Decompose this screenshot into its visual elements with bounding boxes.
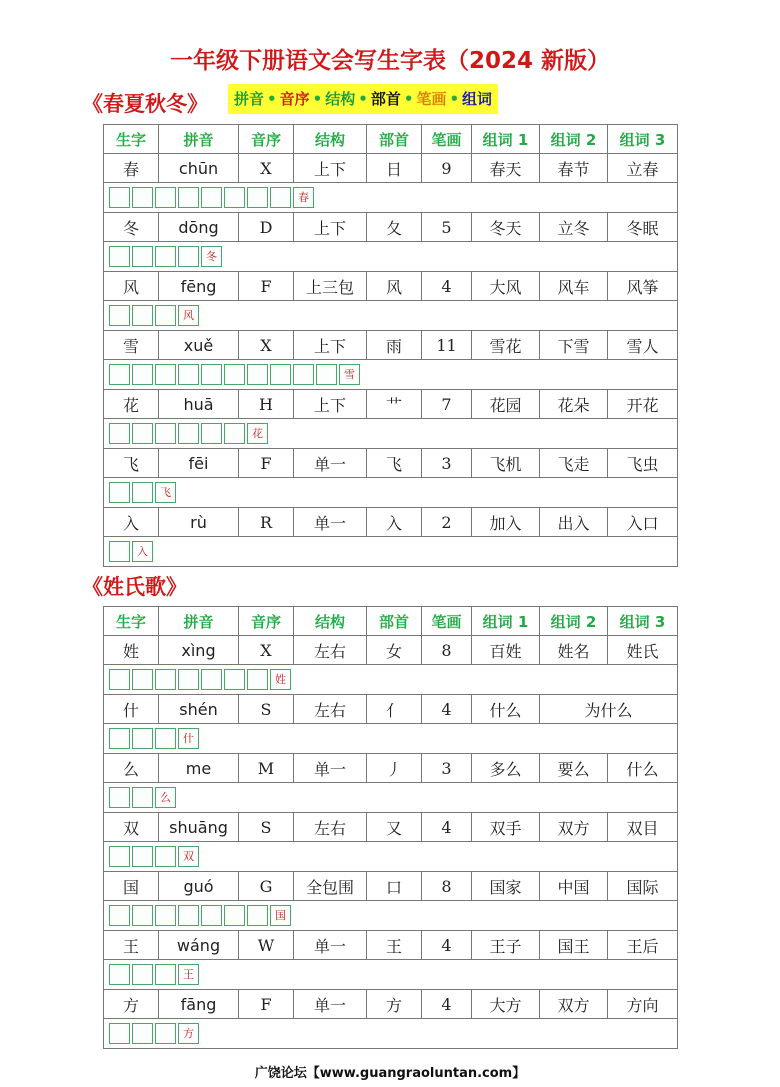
legend-separator: • (449, 90, 460, 108)
character-cell: 风 (104, 272, 159, 301)
stroke-step-box (109, 482, 130, 503)
stroke-count-cell: 4 (422, 990, 472, 1019)
initial-cell: S (239, 695, 294, 724)
radical-cell: 亻 (367, 695, 422, 724)
pinyin-cell: me (159, 754, 239, 783)
pinyin-cell: fēi (159, 449, 239, 478)
structure-cell: 单一 (294, 754, 367, 783)
stroke-step-box (109, 305, 130, 326)
word-cell: 春天 (472, 154, 540, 183)
character-cell: 飞 (104, 449, 159, 478)
stroke-step-box (155, 669, 176, 690)
stroke-step-box: 方 (178, 1023, 199, 1044)
stroke-step-box (155, 964, 176, 985)
stroke-step-box: 风 (178, 305, 199, 326)
radical-cell: 日 (367, 154, 422, 183)
word-cell: 春节 (540, 154, 608, 183)
stroke-step-box (132, 846, 153, 867)
stroke-order-cell (104, 724, 678, 754)
stroke-step-box (270, 364, 291, 385)
stroke-order-row (104, 537, 678, 567)
pinyin-cell: rù (159, 508, 239, 537)
stroke-order-cell (104, 419, 678, 449)
initial-cell: R (239, 508, 294, 537)
structure-cell: 单一 (294, 508, 367, 537)
stroke-order-cell (104, 478, 678, 508)
word-cell: 国际 (608, 872, 678, 901)
structure-cell: 左右 (294, 695, 367, 724)
stroke-order-row (104, 960, 678, 990)
table-row (104, 449, 678, 478)
stroke-order-row (104, 724, 678, 754)
initial-cell: F (239, 449, 294, 478)
word-cell: 出入 (540, 508, 608, 537)
stroke-step-box (155, 905, 176, 926)
stroke-count-cell: 3 (422, 754, 472, 783)
stroke-step-box (109, 964, 130, 985)
column-header: 组词 2 (540, 607, 608, 636)
stroke-step-box (247, 905, 268, 926)
stroke-step-box: 春 (293, 187, 314, 208)
stroke-count-cell: 11 (422, 331, 472, 360)
stroke-step-box (155, 305, 176, 326)
stroke-step-box (132, 964, 153, 985)
character-cell: 冬 (104, 213, 159, 242)
legend-bar (228, 84, 498, 114)
word-cell: 姓氏 (608, 636, 678, 665)
column-header: 拼音 (159, 125, 239, 154)
structure-cell: 单一 (294, 990, 367, 1019)
column-header: 组词 1 (472, 607, 540, 636)
pinyin-cell: wáng (159, 931, 239, 960)
radical-cell: 入 (367, 508, 422, 537)
word-cell: 国王 (540, 931, 608, 960)
stroke-step-box: 么 (155, 787, 176, 808)
stroke-step-box: 国 (270, 905, 291, 926)
column-header: 生字 (104, 125, 159, 154)
stroke-step-box (132, 482, 153, 503)
column-header: 部首 (367, 125, 422, 154)
initial-cell: X (239, 636, 294, 665)
word-cell: 入口 (608, 508, 678, 537)
word-cell: 王后 (608, 931, 678, 960)
stroke-order-row (104, 242, 678, 272)
stroke-order-row (104, 419, 678, 449)
stroke-step-box (224, 364, 245, 385)
legend-separator: • (267, 90, 277, 108)
stroke-step-box (178, 364, 199, 385)
stroke-step-box: 飞 (155, 482, 176, 503)
stroke-step-box (132, 364, 153, 385)
legend-item: 笔画 (416, 90, 447, 108)
stroke-order-cell (104, 842, 678, 872)
word-cell: 姓名 (540, 636, 608, 665)
stroke-step-box (155, 728, 176, 749)
table-row (104, 154, 678, 183)
stroke-count-cell: 4 (422, 695, 472, 724)
stroke-step-box (155, 364, 176, 385)
stroke-order-cell (104, 783, 678, 813)
word-cell: 双方 (540, 813, 608, 842)
legend-item: 组词 (462, 90, 493, 108)
stroke-step-box (132, 305, 153, 326)
stroke-count-cell: 5 (422, 213, 472, 242)
stroke-step-box (224, 187, 245, 208)
radical-cell: 女 (367, 636, 422, 665)
stroke-step-box (270, 187, 291, 208)
column-header: 组词 3 (608, 607, 678, 636)
word-cell: 国家 (472, 872, 540, 901)
legend-separator: • (312, 90, 323, 108)
stroke-step-box (132, 1023, 153, 1044)
word-cell: 大风 (472, 272, 540, 301)
stroke-order-row (104, 842, 678, 872)
character-cell: 春 (104, 154, 159, 183)
stroke-order-row (104, 1019, 678, 1049)
character-cell: 王 (104, 931, 159, 960)
stroke-step-box: 双 (178, 846, 199, 867)
stroke-count-cell: 4 (422, 272, 472, 301)
pinyin-cell: chūn (159, 154, 239, 183)
word-cell: 加入 (472, 508, 540, 537)
legend-separator: • (403, 90, 414, 108)
initial-cell: D (239, 213, 294, 242)
pinyin-cell: dōng (159, 213, 239, 242)
stroke-step-box (178, 246, 199, 267)
word-cell: 为什么 (540, 695, 678, 724)
stroke-order-row (104, 478, 678, 508)
stroke-step-box (155, 1023, 176, 1044)
word-cell: 多么 (472, 754, 540, 783)
word-cell: 立冬 (540, 213, 608, 242)
initial-cell: F (239, 272, 294, 301)
stroke-order-cell (104, 901, 678, 931)
stroke-order-cell (104, 301, 678, 331)
word-cell: 雪人 (608, 331, 678, 360)
word-cell: 王子 (472, 931, 540, 960)
word-cell: 冬天 (472, 213, 540, 242)
stroke-count-cell: 8 (422, 636, 472, 665)
character-cell: 姓 (104, 636, 159, 665)
stroke-count-cell: 9 (422, 154, 472, 183)
section-title-xingshige: 《姓氏歌》 (82, 574, 187, 599)
stroke-step-box (224, 669, 245, 690)
character-cell: 雪 (104, 331, 159, 360)
stroke-step-box (247, 364, 268, 385)
table-row (104, 695, 678, 724)
stroke-step-box (109, 246, 130, 267)
pinyin-cell: huā (159, 390, 239, 419)
stroke-step-box (132, 787, 153, 808)
initial-cell: W (239, 931, 294, 960)
stroke-step-box (109, 905, 130, 926)
stroke-count-cell: 8 (422, 872, 472, 901)
initial-cell: H (239, 390, 294, 419)
column-header: 生字 (104, 607, 159, 636)
stroke-step-box: 王 (178, 964, 199, 985)
column-header: 结构 (294, 125, 367, 154)
radical-cell: 雨 (367, 331, 422, 360)
initial-cell: X (239, 154, 294, 183)
stroke-step-box (132, 187, 153, 208)
column-header: 笔画 (422, 125, 472, 154)
pinyin-cell: xuě (159, 331, 239, 360)
stroke-order-row (104, 301, 678, 331)
stroke-step-box (178, 905, 199, 926)
radical-cell: 方 (367, 990, 422, 1019)
legend-separator: • (358, 90, 368, 108)
stroke-step-box (109, 1023, 130, 1044)
stroke-step-box (201, 905, 222, 926)
word-cell: 飞走 (540, 449, 608, 478)
stroke-step-box (224, 905, 245, 926)
table-row (104, 508, 678, 537)
word-cell: 风筝 (608, 272, 678, 301)
word-cell: 飞虫 (608, 449, 678, 478)
word-cell: 双手 (472, 813, 540, 842)
structure-cell: 上三包 (294, 272, 367, 301)
stroke-order-cell (104, 960, 678, 990)
stroke-step-box (109, 423, 130, 444)
radical-cell: 王 (367, 931, 422, 960)
stroke-step-box: 雪 (339, 364, 360, 385)
word-cell: 要么 (540, 754, 608, 783)
stroke-step-box (293, 364, 314, 385)
word-cell: 什么 (472, 695, 540, 724)
stroke-order-row (104, 360, 678, 390)
page-title: 一年级下册语文会写生字表（2024 新版） (169, 48, 611, 74)
initial-cell: X (239, 331, 294, 360)
word-cell: 飞机 (472, 449, 540, 478)
stroke-step-box (178, 669, 199, 690)
column-header: 结构 (294, 607, 367, 636)
table-row (104, 931, 678, 960)
word-cell: 花园 (472, 390, 540, 419)
word-cell: 百姓 (472, 636, 540, 665)
table-row (104, 754, 678, 783)
stroke-step-box (132, 423, 153, 444)
stroke-order-row (104, 665, 678, 695)
structure-cell: 上下 (294, 331, 367, 360)
stroke-step-box (201, 187, 222, 208)
stroke-count-cell: 3 (422, 449, 472, 478)
radical-cell: 飞 (367, 449, 422, 478)
radical-cell: 丿 (367, 754, 422, 783)
stroke-step-box (109, 541, 130, 562)
column-header: 组词 3 (608, 125, 678, 154)
table-row (104, 813, 678, 842)
column-header: 音序 (239, 125, 294, 154)
table-header-row (104, 125, 678, 154)
character-cell: 花 (104, 390, 159, 419)
radical-cell: 风 (367, 272, 422, 301)
character-table-2 (103, 606, 678, 1049)
legend-item: 拼音 (234, 90, 265, 108)
column-header: 笔画 (422, 607, 472, 636)
stroke-step-box (201, 364, 222, 385)
character-cell: 双 (104, 813, 159, 842)
word-cell: 双方 (540, 990, 608, 1019)
word-cell: 风车 (540, 272, 608, 301)
stroke-step-box (132, 728, 153, 749)
stroke-step-box (316, 364, 337, 385)
pinyin-cell: guó (159, 872, 239, 901)
radical-cell: 夂 (367, 213, 422, 242)
stroke-step-box (201, 423, 222, 444)
stroke-step-box (109, 187, 130, 208)
radical-cell: 口 (367, 872, 422, 901)
stroke-step-box (155, 846, 176, 867)
radical-cell: 艹 (367, 390, 422, 419)
column-header: 拼音 (159, 607, 239, 636)
stroke-step-box (178, 423, 199, 444)
stroke-order-row (104, 183, 678, 213)
character-cell: 入 (104, 508, 159, 537)
table-row (104, 990, 678, 1019)
word-cell: 方向 (608, 990, 678, 1019)
legend-item: 结构 (325, 90, 356, 108)
word-cell: 开花 (608, 390, 678, 419)
stroke-step-box: 什 (178, 728, 199, 749)
pinyin-cell: shuāng (159, 813, 239, 842)
stroke-order-row (104, 783, 678, 813)
stroke-step-box (132, 246, 153, 267)
character-cell: 什 (104, 695, 159, 724)
column-header: 组词 1 (472, 125, 540, 154)
pinyin-cell: fēng (159, 272, 239, 301)
word-cell: 花朵 (540, 390, 608, 419)
character-cell: 方 (104, 990, 159, 1019)
word-cell: 什么 (608, 754, 678, 783)
column-header: 部首 (367, 607, 422, 636)
table-row (104, 872, 678, 901)
column-header: 音序 (239, 607, 294, 636)
initial-cell: G (239, 872, 294, 901)
table-row (104, 390, 678, 419)
word-cell: 下雪 (540, 331, 608, 360)
stroke-step-box (155, 187, 176, 208)
structure-cell: 单一 (294, 449, 367, 478)
stroke-step-box: 冬 (201, 246, 222, 267)
stroke-step-box (109, 787, 130, 808)
word-cell: 大方 (472, 990, 540, 1019)
word-cell: 冬眠 (608, 213, 678, 242)
stroke-order-cell (104, 360, 678, 390)
word-cell: 双目 (608, 813, 678, 842)
pinyin-cell: fāng (159, 990, 239, 1019)
stroke-order-row (104, 901, 678, 931)
stroke-step-box: 姓 (270, 669, 291, 690)
character-table-1 (103, 124, 678, 567)
stroke-count-cell: 4 (422, 813, 472, 842)
table-row (104, 331, 678, 360)
radical-cell: 又 (367, 813, 422, 842)
stroke-step-box (201, 669, 222, 690)
pinyin-cell: xìng (159, 636, 239, 665)
stroke-step-box (178, 187, 199, 208)
initial-cell: S (239, 813, 294, 842)
initial-cell: F (239, 990, 294, 1019)
stroke-step-box (155, 246, 176, 267)
pinyin-cell: shén (159, 695, 239, 724)
stroke-step-box (247, 187, 268, 208)
stroke-step-box (224, 423, 245, 444)
stroke-step-box (132, 669, 153, 690)
legend-item: 音序 (279, 90, 310, 108)
word-cell: 中国 (540, 872, 608, 901)
structure-cell: 全包围 (294, 872, 367, 901)
structure-cell: 上下 (294, 390, 367, 419)
stroke-count-cell: 2 (422, 508, 472, 537)
table-row (104, 213, 678, 242)
stroke-count-cell: 4 (422, 931, 472, 960)
structure-cell: 单一 (294, 931, 367, 960)
stroke-order-cell (104, 537, 678, 567)
table-header-row (104, 607, 678, 636)
stroke-step-box: 花 (247, 423, 268, 444)
legend-item: 部首 (370, 90, 401, 108)
word-cell: 立春 (608, 154, 678, 183)
structure-cell: 上下 (294, 213, 367, 242)
stroke-order-cell (104, 1019, 678, 1049)
section-title-chunxiaqiudong: 《春夏秋冬》 (82, 91, 208, 116)
character-cell: 么 (104, 754, 159, 783)
structure-cell: 左右 (294, 636, 367, 665)
structure-cell: 上下 (294, 154, 367, 183)
stroke-step-box (109, 364, 130, 385)
stroke-order-cell (104, 242, 678, 272)
stroke-count-cell: 7 (422, 390, 472, 419)
word-cell: 雪花 (472, 331, 540, 360)
stroke-order-cell (104, 183, 678, 213)
initial-cell: M (239, 754, 294, 783)
stroke-step-box (247, 669, 268, 690)
structure-cell: 左右 (294, 813, 367, 842)
character-cell: 国 (104, 872, 159, 901)
stroke-step-box (109, 669, 130, 690)
stroke-step-box (109, 728, 130, 749)
stroke-step-box (132, 905, 153, 926)
stroke-order-cell (104, 665, 678, 695)
stroke-step-box (109, 846, 130, 867)
column-header: 组词 2 (540, 125, 608, 154)
footer-source: 广饶论坛【www.guangraoluntan.com】 (254, 1066, 526, 1081)
table-row (104, 272, 678, 301)
stroke-step-box: 入 (132, 541, 153, 562)
table-row (104, 636, 678, 665)
stroke-step-box (155, 423, 176, 444)
